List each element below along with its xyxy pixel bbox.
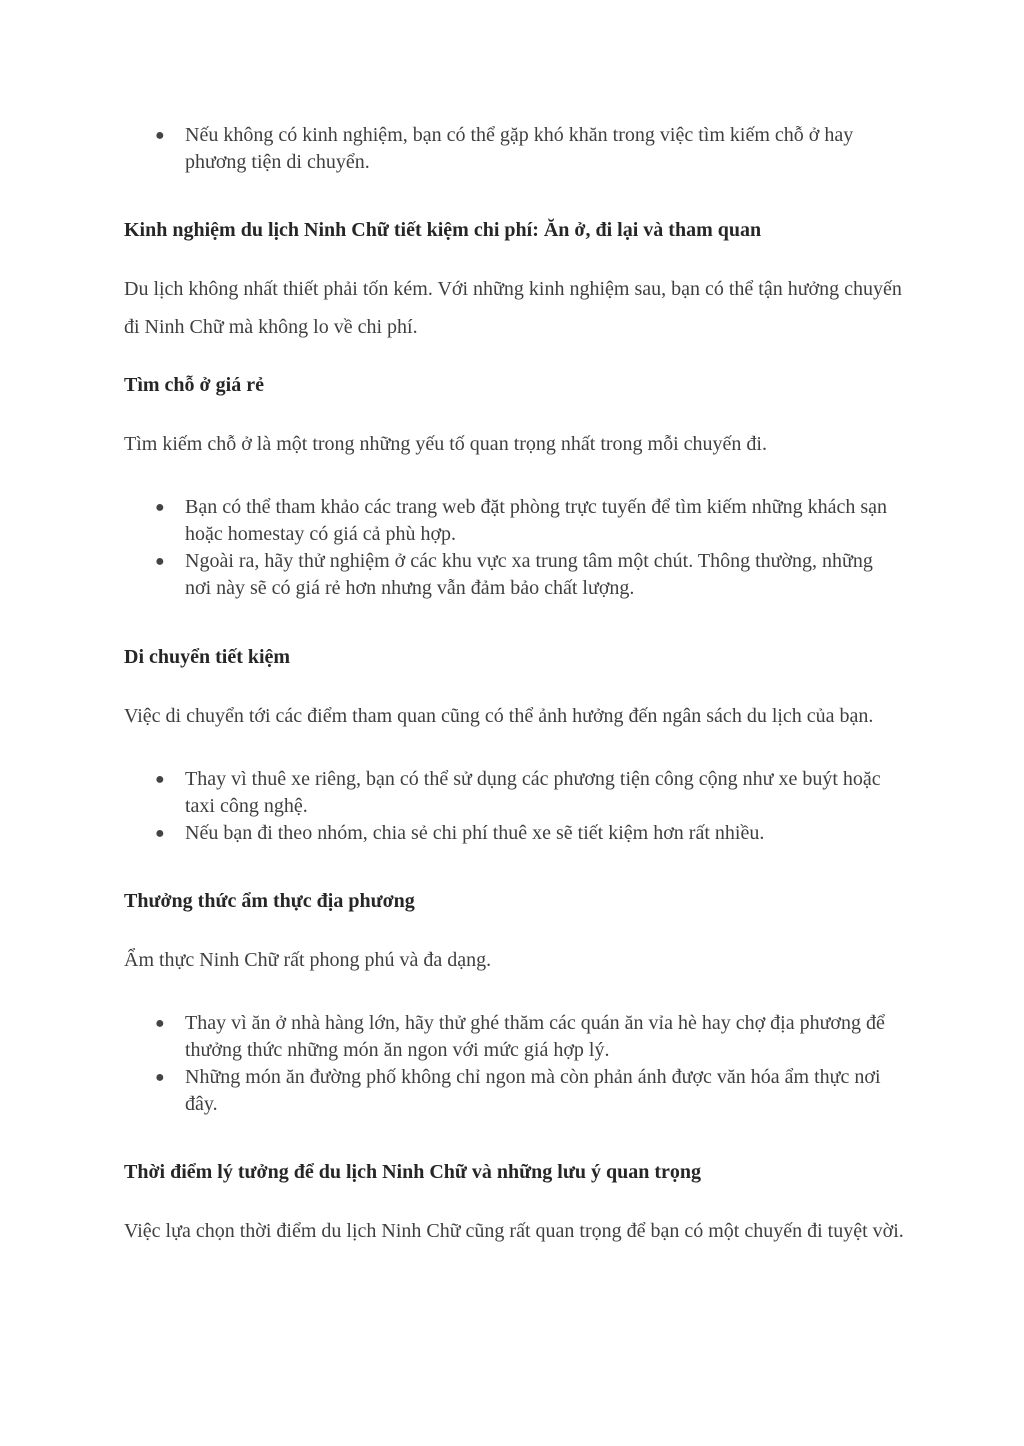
list-item-text: Bạn có thể tham khảo các trang web đặt phòng trực tuyến để tìm kiếm những khách sạn hoặc homestay có giá cả phù hợp. [185,496,888,545]
section-paragraph-timing: Việc lựa chọn thời điểm du lịch Ninh Chữ cũng rất quan trọng để bạn có một chuyến đi tuyệt vời. [124,1220,904,1242]
list-item-text: Nếu không có kinh nghiệm, bạn có thể gặp khó khăn trong việc tìm kiếm chỗ ở hay phương tiện di chuyển. [185,124,854,173]
section-heading-food: Thưởng thức ẩm thực địa phương [124,890,415,912]
bullet-icon: ● [155,771,165,788]
bullet-icon: ● [155,499,165,516]
list-item-text: Thay vì thuê xe riêng, bạn có thể sử dụng các phương tiện công cộng như xe buýt hoặc taxi công nghệ. [185,768,881,817]
section-heading-transport: Di chuyển tiết kiệm [124,646,291,668]
bullet-icon: ● [155,553,165,570]
list-item [124,122,904,176]
bullet-icon: ● [155,1015,165,1032]
section-heading-timing: Thời điểm lý tưởng để du lịch Ninh Chữ và những lưu ý quan trọng [124,1161,701,1183]
food-bullet-list [124,1010,904,1118]
section-heading-lodging: Tìm chỗ ở giá rẻ [124,374,264,396]
section-paragraph-transport: Việc di chuyển tới các điểm tham quan cũng có thể ảnh hưởng đến ngân sách du lịch của bạn. [124,705,874,727]
list-item [124,1064,904,1118]
lodging-bullet-list-block [124,494,904,602]
section-heading-budget-travel: Kinh nghiệm du lịch Ninh Chữ tiết kiệm chi phí: Ăn ở, đi lại và tham quan [124,219,762,241]
lodging-bullet-list [124,494,904,602]
bullet-icon: ● [155,1069,165,1086]
list-item [124,766,904,820]
bullet-icon: ● [155,127,165,144]
section-paragraph-budget-travel: Du lịch không nhất thiết phải tốn kém. Với những kinh nghiệm sau, bạn có thể tận hưởng chuyến đi Ninh Chữ mà không lo về chi phí. [124,278,902,338]
list-item [124,1010,904,1064]
transport-bullet-list-block [124,766,904,847]
bullet-icon: ● [155,825,165,842]
section-paragraph-food: Ẩm thực Ninh Chữ rất phong phú và đa dạng. [124,949,492,971]
list-item-text: Nếu bạn đi theo nhóm, chia sẻ chi phí thuê xe sẽ tiết kiệm hơn rất nhiều. [185,822,765,844]
list-item-text: Thay vì ăn ở nhà hàng lớn, hãy thử ghé thăm các quán ăn vỉa hè hay chợ địa phương để thưởng thức những món ăn ngon với mức giá hợp lý. [185,1012,885,1061]
intro-bullet-list-block [124,122,904,176]
list-item [124,548,904,602]
section-paragraph-lodging: Tìm kiếm chỗ ở là một trong những yếu tố quan trọng nhất trong mỗi chuyến đi. [124,433,767,455]
food-bullet-list-block [124,1010,904,1118]
list-item [124,494,904,548]
list-item [124,820,904,847]
list-item-text: Ngoài ra, hãy thử nghiệm ở các khu vực xa trung tâm một chút. Thông thường, những nơi này sẽ có giá rẻ hơn nhưng vẫn đảm bảo chất lượng. [185,550,873,599]
transport-bullet-list [124,766,904,847]
intro-bullet-list [124,122,904,176]
list-item-text: Những món ăn đường phố không chỉ ngon mà còn phản ánh được văn hóa ẩm thực nơi đây. [185,1066,881,1115]
